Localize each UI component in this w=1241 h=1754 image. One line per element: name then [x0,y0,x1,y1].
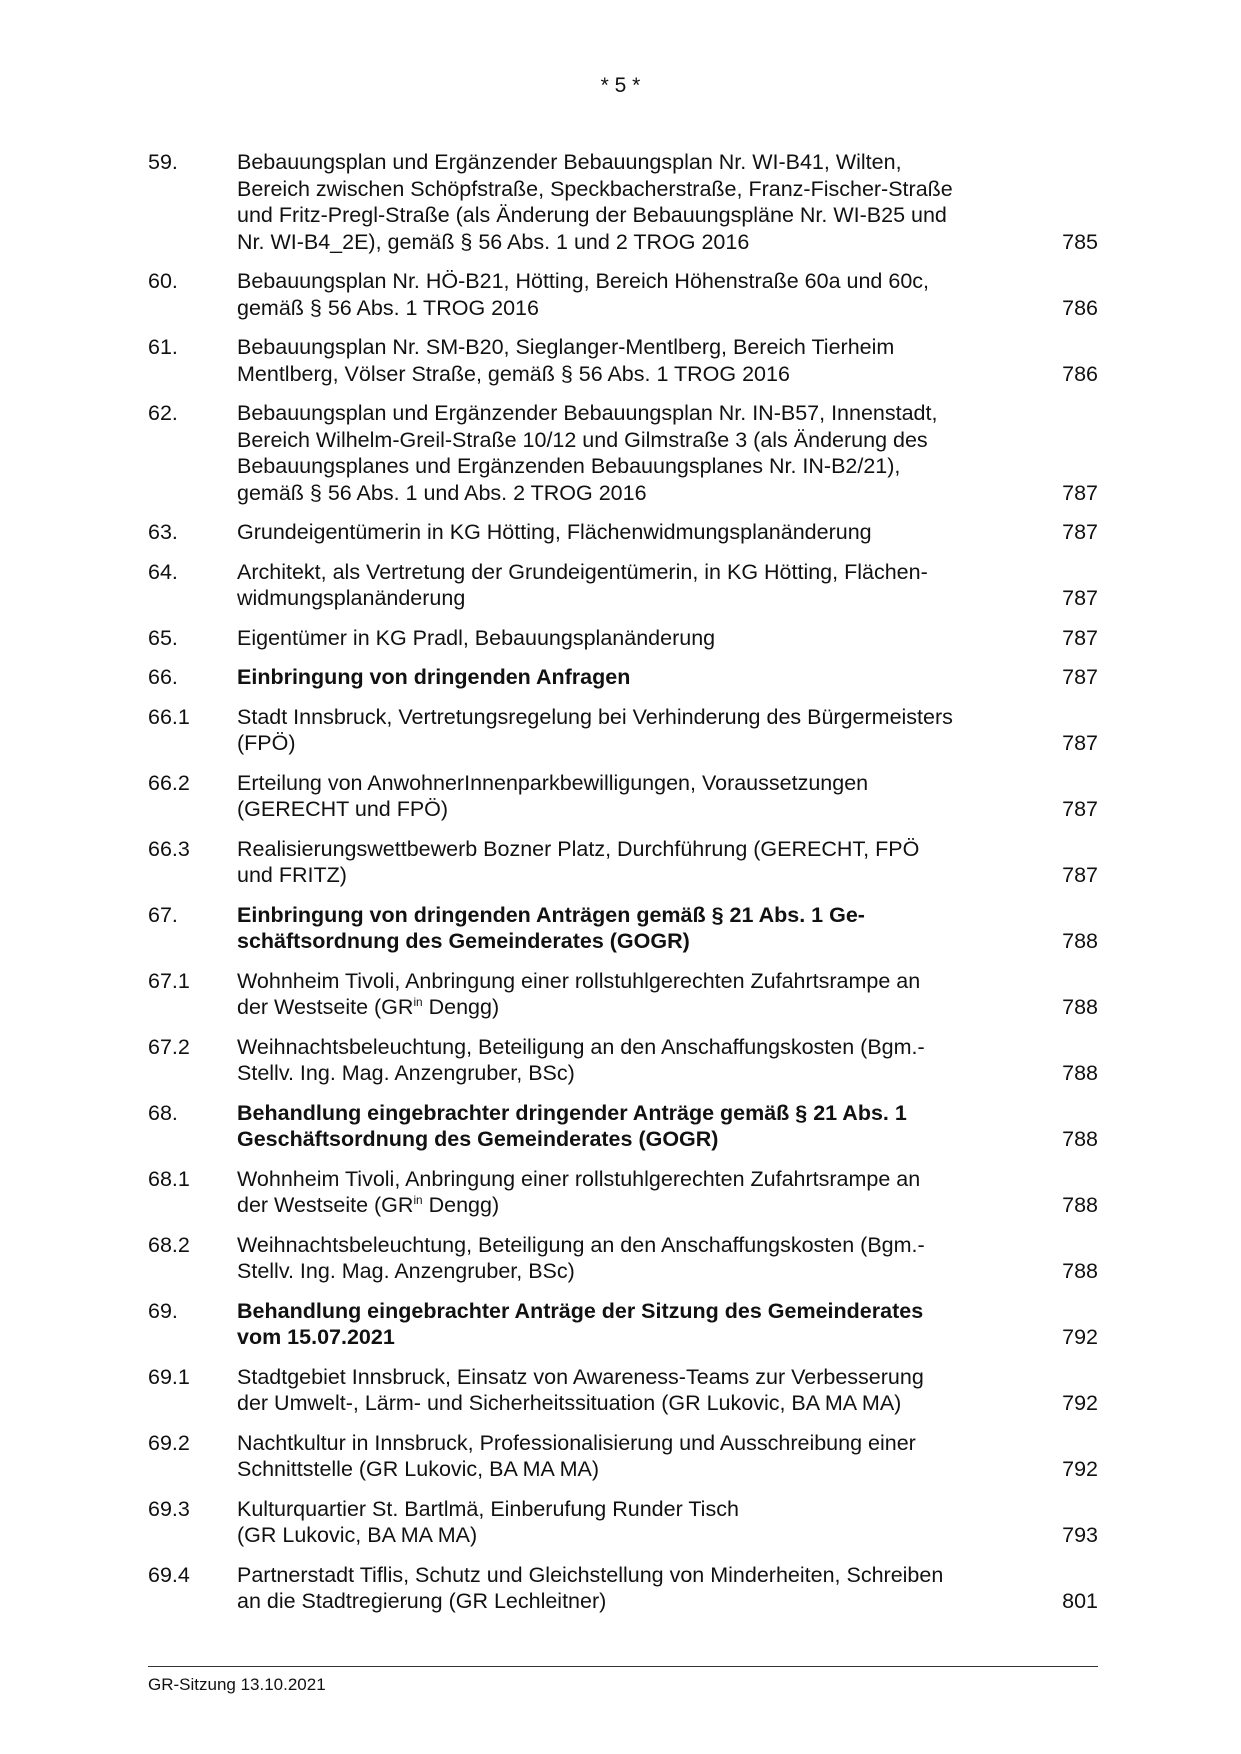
toc-entry-title [237,1232,1038,1285]
toc-entry-title-line: Wohnheim Tivoli, Anbringung einer rollstuhlgerechten Zufahrtsrampe an [237,1166,921,1191]
toc-entry-title-line: Bebauungsplan und Ergänzender Bebauungsplan Nr. WI-B41, Wilten, [237,150,902,174]
toc-entry-number: 63. [148,520,178,544]
toc-entry-title-line: Bereich Wilhelm-Greil-Straße 10/12 und Gilmstraße 3 (als Änderung des [237,427,928,452]
toc-entry-title-line: Behandlung eingebrachter dringender Anträge gemäß § 21 Abs. 1 [237,1100,907,1125]
toc-entry [148,519,1098,546]
toc-entry-title [237,664,1038,691]
toc-entry-page-number: 787 [1062,731,1098,755]
toc-entry [148,1034,1098,1087]
toc-entry-title [237,559,1038,612]
toc-entry [148,1496,1098,1549]
toc-entry-title [237,400,1038,506]
toc-entry-title [237,519,1038,546]
toc-entry-page-number: 787 [1062,625,1098,650]
toc-entry-title [237,1166,1038,1219]
toc-entry-title-line: Mentlberg, Völser Straße, gemäß § 56 Abs. 1 TROG 2016 [237,361,790,386]
toc-entry-title-line: der Umwelt-, Lärm- und Sicherheitssituation (GR Lukovic, BA MA MA) [237,1391,902,1415]
toc-entry-page-number: 787 [1062,520,1098,544]
toc-entry-number: 59. [148,150,178,174]
toc-entry-number: 66.1 [148,704,190,729]
toc-entry-number: 60. [148,269,178,293]
toc-entry-title-line: Nachtkultur in Innsbruck, Professionalisierung und Ausschreibung einer [237,1430,916,1455]
toc-entry [148,400,1098,506]
toc-entry-title-line: Kulturquartier St. Bartlmä, Einberufung Runder Tisch [237,1496,739,1521]
toc-entry-page-number: 786 [1062,361,1098,386]
toc-entry-number: 69.1 [148,1364,190,1389]
toc-entry-page-number: 788 [1062,929,1098,953]
toc-entry-number: 68.2 [148,1232,190,1257]
toc-entry-title [237,836,1038,889]
toc-entry-title [237,334,1038,387]
toc-entry-title-line: Stadt Innsbruck, Vertretungsregelung bei Verhinderung des Bürgermeisters [237,704,953,729]
toc-entry-page-number: 788 [1062,1259,1098,1283]
toc-entry-page-number: 785 [1062,229,1098,254]
toc-entry-title [237,625,1038,652]
title-text-before-superscript: der Westseite (GR [237,1193,414,1217]
footer-divider [148,1666,1098,1667]
toc-entry-number: 66.2 [148,770,190,795]
toc-entry-title-line: (GERECHT und FPÖ) [237,797,449,821]
toc-entry-page-number: 792 [1062,1325,1098,1349]
toc-entry-title [237,1100,1038,1153]
toc-entry-title-line: Geschäftsordnung des Gemeinderates (GOGR) [237,1127,719,1151]
toc-entry-title [237,1364,1038,1417]
toc-entry-title [237,268,1038,321]
toc-entry-title [237,1430,1038,1483]
toc-entry [148,1562,1098,1615]
toc-entry-title-line: gemäß § 56 Abs. 1 und Abs. 2 TROG 2016 [237,480,647,505]
toc-entry-title-line: an die Stadtregierung (GR Lechleitner) [237,1589,607,1613]
toc-entry-page-number: 793 [1062,1523,1098,1547]
toc-entry-title-line: Bebauungsplan Nr. SM-B20, Sieglanger-Mentlberg, Bereich Tierheim [237,335,895,359]
toc-entry-title-line [237,1192,1018,1219]
toc-entry [148,1232,1098,1285]
toc-entry-title-line: Erteilung von AnwohnerInnenparkbewilligungen, Voraussetzungen [237,770,869,795]
toc-entry-title-line [237,994,1018,1021]
toc-entry [148,1364,1098,1417]
toc-entry-number: 68. [148,1100,178,1125]
toc-entry-title-line: Stellv. Ing. Mag. Anzengruber, BSc) [237,1259,575,1283]
toc-entry-number: 67.1 [148,968,190,993]
toc-entry-title-line: Eigentümer in KG Pradl, Bebauungsplanänderung [237,625,716,650]
toc-entry-number: 62. [148,401,178,425]
title-superscript: in [413,994,423,1009]
toc-entry [148,1166,1098,1219]
toc-entry-number: 69.2 [148,1430,190,1455]
toc-entry [148,625,1098,652]
toc-entry-title-line: Bebauungsplan Nr. HÖ-B21, Hötting, Bereich Höhenstraße 60a und 60c, [237,269,929,293]
toc-entry-title-line: Wohnheim Tivoli, Anbringung einer rollstuhlgerechten Zufahrtsrampe an [237,968,921,993]
toc-entry-page-number: 788 [1062,995,1098,1019]
toc-entry-title-line: Weihnachtsbeleuchtung, Beteiligung an den Anschaffungskosten (Bgm.- [237,1232,925,1257]
toc-entry-title-line: gemäß § 56 Abs. 1 TROG 2016 [237,295,539,320]
toc-entry-title-line: Bebauungsplanes und Ergänzenden Bebauungsplanes Nr. IN-B2/21), [237,454,901,478]
toc-entry-title-line: Behandlung eingebrachter Anträge der Sitzung des Gemeinderates [237,1298,924,1323]
toc-entry-number: 67. [148,902,178,927]
toc-entry [148,1430,1098,1483]
toc-entry-title-line: Grundeigentümerin in KG Hötting, Flächenwidmungsplanänderung [237,520,872,544]
toc-entry-title-line: Bereich zwischen Schöpfstraße, Speckbacherstraße, Franz-Fischer-Straße [237,176,953,201]
toc-entry-number: 66. [148,665,178,689]
toc-entry-page-number: 788 [1062,1061,1098,1085]
toc-entry-title [237,1496,1038,1549]
toc-entry-page-number: 792 [1062,1391,1098,1415]
toc-entry-title-line: und FRITZ) [237,863,347,887]
toc-entry-number: 65. [148,625,178,650]
toc-entry-number: 64. [148,559,178,584]
toc-entry-title [237,1562,1038,1615]
title-superscript: in [413,1192,423,1207]
table-of-contents [148,149,1098,1628]
toc-entry [148,770,1098,823]
toc-entry-page-number: 787 [1062,665,1098,689]
toc-entry-title-line: Nr. WI-B4_2E), gemäß § 56 Abs. 1 und 2 TROG 2016 [237,229,750,254]
toc-entry-title-line: widmungsplanänderung [237,586,466,610]
toc-entry-page-number: 792 [1062,1457,1098,1481]
toc-entry [148,334,1098,387]
toc-entry-number: 61. [148,335,178,359]
toc-entry-number: 69.3 [148,1496,190,1521]
toc-entry-number: 66.3 [148,836,190,861]
toc-entry-title [237,1034,1038,1087]
toc-entry [148,836,1098,889]
toc-entry-title [237,704,1038,757]
toc-entry-title-line: Einbringung von dringenden Anträgen gemäß § 21 Abs. 1 Ge- [237,902,865,927]
toc-entry-number: 67.2 [148,1034,190,1059]
footer-session-date: GR-Sitzung 13.10.2021 [148,1675,326,1694]
toc-entry-title-line: Weihnachtsbeleuchtung, Beteiligung an den Anschaffungskosten (Bgm.- [237,1034,925,1059]
toc-entry-number: 69.4 [148,1562,190,1587]
toc-entry [148,1298,1098,1351]
toc-entry [148,704,1098,757]
toc-entry-title-line: Stadtgebiet Innsbruck, Einsatz von Awareness-Teams zur Verbesserung [237,1364,924,1389]
toc-entry-title-line: (GR Lukovic, BA MA MA) [237,1523,478,1547]
toc-entry [148,968,1098,1021]
toc-entry-page-number: 786 [1062,295,1098,320]
title-text-after-superscript: Dengg) [422,1193,500,1217]
toc-entry [148,268,1098,321]
toc-entry [148,1100,1098,1153]
toc-entry-title-line: schäftsordnung des Gemeinderates (GOGR) [237,929,690,953]
toc-entry-title-line: Realisierungswettbewerb Bozner Platz, Durchführung (GERECHT, FPÖ [237,836,920,861]
toc-entry-number: 68.1 [148,1166,190,1191]
toc-entry-page-number: 788 [1062,1193,1098,1217]
toc-entry-title-line: Schnittstelle (GR Lukovic, BA MA MA) [237,1457,600,1481]
toc-entry-title-line: Bebauungsplan und Ergänzender Bebauungsplan Nr. IN-B57, Innenstadt, [237,401,938,425]
toc-entry-title-line: und Fritz-Pregl-Straße (als Änderung der Bebauungspläne Nr. WI-B25 und [237,203,947,227]
toc-entry-title-line: Einbringung von dringenden Anfragen [237,665,631,689]
toc-entry-title [237,149,1038,255]
toc-entry-page-number: 788 [1062,1127,1098,1151]
toc-entry [148,664,1098,691]
toc-entry-number: 69. [148,1298,178,1323]
toc-entry-page-number: 787 [1062,797,1098,821]
toc-entry-title [237,770,1038,823]
toc-entry-title-line: vom 15.07.2021 [237,1325,395,1349]
title-text-before-superscript: der Westseite (GR [237,995,414,1019]
toc-entry-title [237,902,1038,955]
toc-entry-title [237,968,1038,1021]
toc-entry-page-number: 787 [1062,480,1098,505]
toc-entry [148,559,1098,612]
page-number-header: * 5 * [600,74,641,97]
toc-entry-page-number: 801 [1062,1589,1098,1613]
toc-entry [148,902,1098,955]
title-text-after-superscript: Dengg) [422,995,500,1019]
toc-entry-title-line: (FPÖ) [237,731,296,755]
toc-entry-title [237,1298,1038,1351]
toc-entry-title-line: Architekt, als Vertretung der Grundeigentümerin, in KG Hötting, Flächen- [237,559,928,584]
toc-entry [148,149,1098,255]
toc-entry-title-line: Partnerstadt Tiflis, Schutz und Gleichstellung von Minderheiten, Schreiben [237,1562,944,1587]
toc-entry-page-number: 787 [1062,586,1098,610]
toc-entry-title-line: Stellv. Ing. Mag. Anzengruber, BSc) [237,1061,575,1085]
toc-entry-page-number: 787 [1062,863,1098,887]
